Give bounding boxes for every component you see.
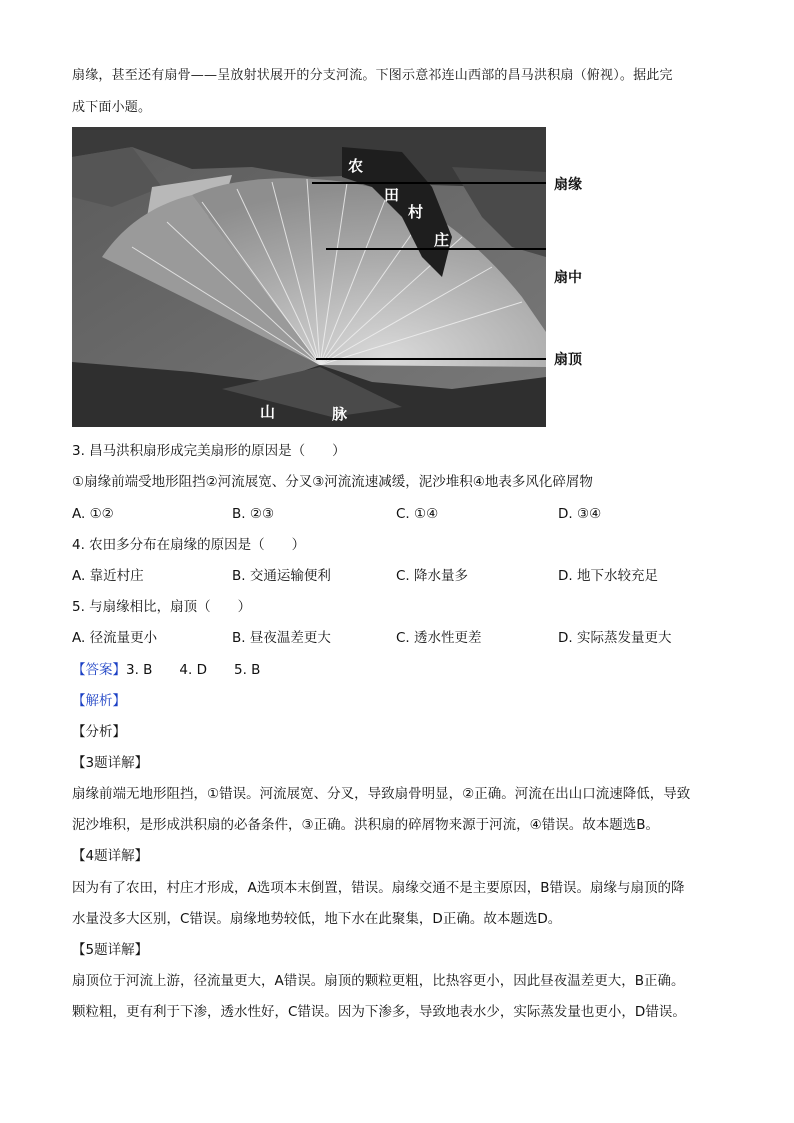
q3-detail-title: 【3题详解】 <box>72 755 149 771</box>
label-mai: 脉 <box>332 405 348 423</box>
callout-edge: 扇缘 <box>554 177 582 193</box>
satellite-image <box>72 127 592 427</box>
label-cun: 村 <box>408 203 424 221</box>
q4-detail-line-1: 因为有了农田，村庄才形成，A选项本末倒置，错误。扇缘交通不是主要原因，B错误。扇缘与扇顶的降 <box>72 880 685 896</box>
callout-apex: 扇顶 <box>554 352 582 368</box>
option-a: A. ①② <box>72 506 114 522</box>
callout-middle: 扇中 <box>554 270 582 286</box>
option-d: D. 实际蒸发量更大 <box>558 630 672 646</box>
option-c: C. 降水量多 <box>396 568 469 584</box>
option-b: B. ②③ <box>232 506 275 522</box>
option-c: C. ①④ <box>396 506 439 522</box>
q5-detail-line-1: 扇顶位于河流上游，径流量更大，A错误。扇顶的颗粒更粗，比热容更小，因此昼夜温差更大，B正确。 <box>72 973 685 989</box>
q4-detail-line-2: 水量没多大区别，C错误。扇缘地势较低，地下水在此聚集，D正确。故本题选D。 <box>72 911 562 927</box>
question-5-stem: 5. 与扇缘相比，扇顶（ ） <box>72 599 252 615</box>
jiexi-heading: 【解析】 <box>72 693 126 709</box>
option-d: D. 地下水较充足 <box>558 568 658 584</box>
option-d: D. ③④ <box>558 506 602 522</box>
answer-label: 【答案】 <box>72 662 126 678</box>
option-a: A. 径流量更小 <box>72 630 158 646</box>
question-3-statements: ①扇缘前端受地形阻挡②河流展宽、分叉③河流流速减缓，泥沙堆积④地表多风化碎屑物 <box>72 474 593 490</box>
label-shan: 山 <box>260 403 276 421</box>
label-zhuang: 庄 <box>434 231 450 249</box>
question-4-stem: 4. 农田多分布在扇缘的原因是（ ） <box>72 537 306 553</box>
fenxi-heading: 【分析】 <box>72 724 126 740</box>
answer-line <box>72 660 260 680</box>
question-3-stem: 3. 昌马洪积扇形成完美扇形的原因是（ ） <box>72 443 346 459</box>
q5-detail-line-2: 颗粒粗，更有利于下渗，透水性好，C错误。因为下渗多，导致地表水少，实际蒸发量也更小，D错误。 <box>72 1004 686 1020</box>
q3-detail-line-2: 泥沙堆积，是形成洪积扇的必备条件，③正确。洪积扇的碎屑物来源于河流，④错误。故本题选B。 <box>72 817 659 833</box>
q3-detail-line-1: 扇缘前端无地形阻挡，①错误。河流展宽、分叉，导致扇骨明显，②正确。河流在出山口流速降低，导致 <box>72 786 691 802</box>
option-c: C. 透水性更差 <box>396 630 482 646</box>
option-b: B. 交通运输便利 <box>232 568 331 584</box>
intro-line-1: 扇缘，甚至还有扇骨——呈放射状展开的分支河流。下图示意祁连山西部的昌马洪积扇（俯视）。据此完 <box>72 68 673 83</box>
label-tian: 田 <box>384 186 400 204</box>
intro-line-2: 成下面小题。 <box>72 100 152 115</box>
q5-detail-title: 【5题详解】 <box>72 942 149 958</box>
alluvial-fan-figure <box>72 127 592 427</box>
option-b: B. 昼夜温差更大 <box>232 630 331 646</box>
q4-detail-title: 【4题详解】 <box>72 848 149 864</box>
answer-text: 3. B 4. D 5. B <box>126 662 261 678</box>
label-nong: 农 <box>348 157 364 175</box>
option-a: A. 靠近村庄 <box>72 568 144 584</box>
